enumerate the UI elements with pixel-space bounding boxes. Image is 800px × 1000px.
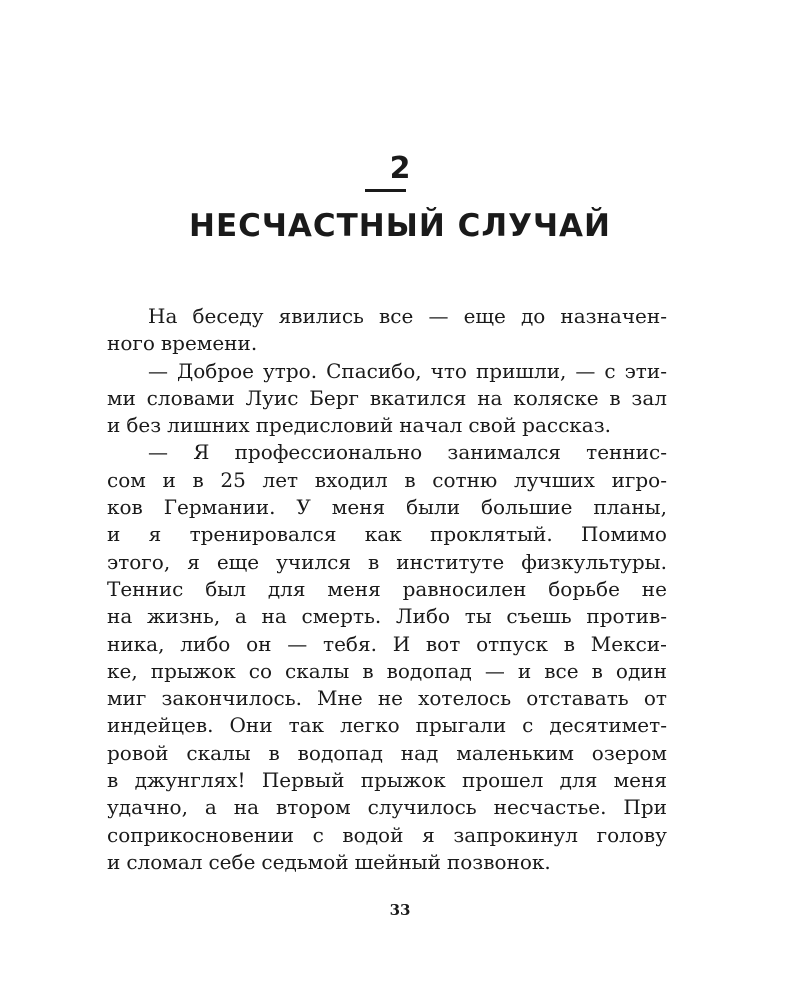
text-line: и без лишних предисловий начал свой рассказ.	[107, 413, 611, 438]
body-text	[107, 303, 667, 876]
page-number: 33	[389, 901, 411, 919]
text-line: в джунглях! Первый прыжок прошел для меня	[107, 768, 667, 793]
text-line: ного времени.	[107, 331, 258, 356]
text-line: и сломал себе седьмой шейный позвонок.	[107, 849, 551, 874]
text-line: и я тренировался как проклятый. Помимо	[107, 522, 667, 547]
text-line: — Доброе утро. Спасибо, что пришли, — с эти-	[148, 358, 667, 383]
text-line: Теннис был для меня равносилен борьбе не	[107, 576, 667, 601]
text-line: ровой скалы в водопад над маленьким озером	[107, 740, 667, 765]
text-line: сом и в 25 лет входил в сотню лучших игро-	[107, 467, 667, 492]
text-line: ника, либо он — тебя. И вот отпуск в Мекси-	[107, 631, 667, 656]
text-line: удачно, а на втором случилось несчастье. При	[107, 795, 667, 820]
text-line: ми словами Луис Берг вкатился на коляске в зал	[107, 385, 667, 410]
text-line: миг закончилось. Мне не хотелось отставать от	[107, 686, 667, 711]
text-line: индейцев. Они так легко прыгали с десятимет-	[107, 713, 667, 738]
text-line: — Я профессионально занимался теннис-	[148, 440, 667, 465]
text-line: этого, я еще учился в институте физкультуры.	[107, 549, 667, 574]
chapter-divider	[365, 189, 406, 192]
text-line: на жизнь, а на смерть. Либо ты съешь против-	[107, 604, 667, 629]
text-line: На беседу явились все — еще до назначен-	[148, 304, 667, 328]
text-line: ке, прыжок со скалы в водопад — и все в один	[107, 658, 667, 683]
chapter-title: НЕСЧАСТНЫЙ СЛУЧАЙ	[189, 208, 611, 244]
chapter-number: 2	[389, 151, 411, 186]
text-line: ков Германии. У меня были большие планы,	[107, 495, 667, 520]
text-line: соприкосновении с водой я запрокинул голову	[107, 822, 667, 847]
